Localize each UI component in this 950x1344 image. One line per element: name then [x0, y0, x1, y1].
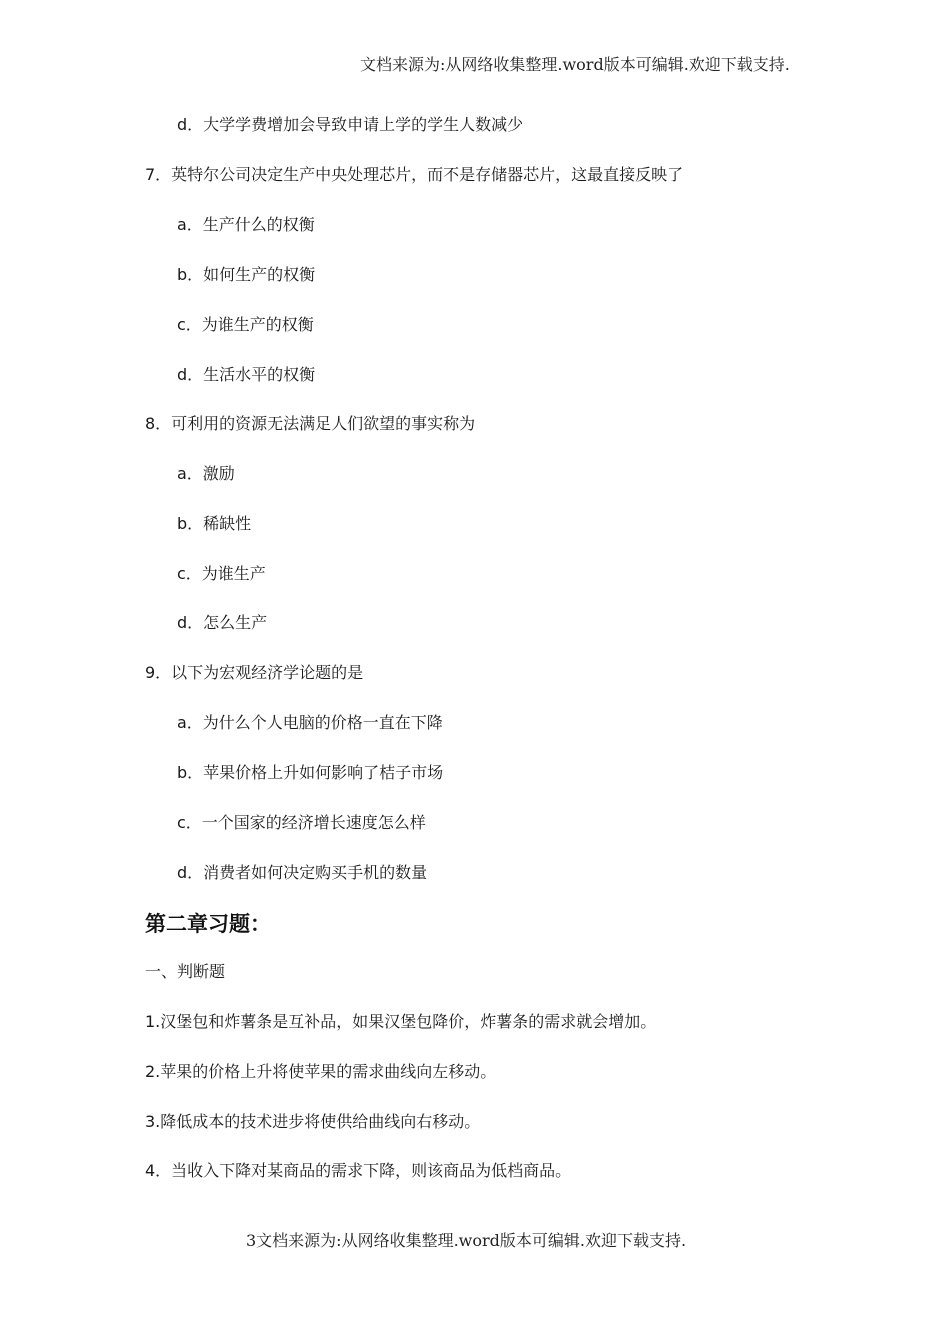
q9-option-c: c．一个国家的经济增长速度怎么样 — [177, 813, 426, 832]
judgement-item-3: 3.降低成本的技术进步将使供给曲线向右移动。 — [145, 1112, 481, 1131]
q8-option-b: b．稀缺性 — [177, 514, 252, 533]
q8-option-c: c．为谁生产 — [177, 564, 266, 583]
q8-option-a: a．激励 — [177, 464, 235, 483]
judgement-item-2: 2.苹果的价格上升将使苹果的需求曲线向左移动。 — [145, 1062, 497, 1081]
chapter-title: 第二章习题： — [145, 912, 271, 936]
q9-option-d: d．消费者如何决定购买手机的数量 — [177, 863, 428, 882]
q7-option-b: b．如何生产的权衡 — [177, 265, 316, 284]
q8-question: 8．可利用的资源无法满足人们欲望的事实称为 — [145, 414, 476, 433]
q9-option-b: b．苹果价格上升如何影响了桔子市场 — [177, 763, 444, 782]
page-footer: 3文档来源为:从网络收集整理.word版本可编辑.欢迎下载支持. — [246, 1231, 687, 1250]
q9-option-a: a．为什么个人电脑的价格一直在下降 — [177, 713, 443, 732]
q7-question: 7．英特尔公司决定生产中央处理芯片，而不是存储器芯片，这最直接反映了 — [145, 165, 684, 184]
page-header: 文档来源为:从网络收集整理.word版本可编辑.欢迎下载支持. — [360, 55, 790, 74]
q6-option-d: d．大学学费增加会导致申请上学的学生人数减少 — [177, 115, 524, 134]
q7-option-c: c．为谁生产的权衡 — [177, 315, 314, 334]
q8-option-d: d．怎么生产 — [177, 613, 268, 632]
q9-question: 9．以下为宏观经济学论题的是 — [145, 663, 364, 682]
section-heading: 一、判断题 — [145, 962, 226, 981]
judgement-item-4: 4．当收入下降对某商品的需求下降，则该商品为低档商品。 — [145, 1161, 572, 1180]
q7-option-a: a．生产什么的权衡 — [177, 215, 315, 234]
q7-option-d: d．生活水平的权衡 — [177, 365, 316, 384]
judgement-item-1: 1.汉堡包和炸薯条是互补品，如果汉堡包降价，炸薯条的需求就会增加。 — [145, 1012, 657, 1031]
